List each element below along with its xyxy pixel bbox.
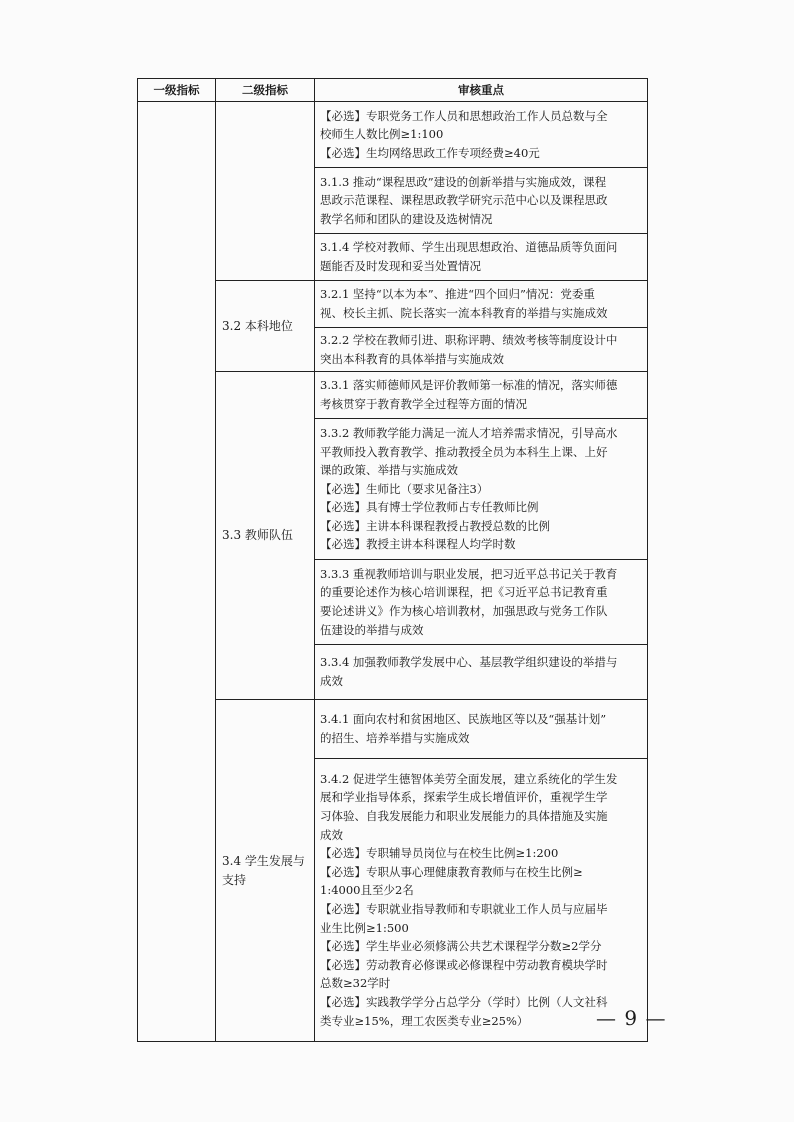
key-point-line: 3.2.1 坚持“以本为本”、推进“四个回归”情况：党委重 [320, 287, 595, 302]
key-point-cell [315, 759, 648, 1042]
key-point-line: 【必选】专职从事心理健康教育教师与在校生比例≥ [320, 864, 583, 879]
key-point-line: 3.1.3 推动“课程思政”建设的创新举措与实施成效，课程 [320, 174, 607, 189]
level1-cell [138, 102, 216, 1042]
key-point-line: 1:4000且至少2名 [320, 883, 414, 898]
key-point-line: 伍建设的举措与成效 [320, 622, 424, 637]
key-point-line: 【必选】专职辅导员岗位与在校生比例≥1:200 [320, 846, 559, 861]
key-point-line: 突出本科教育的具体举措与实施成效 [320, 351, 504, 366]
key-point-line: 校师生人数比例≥1:100 [320, 127, 444, 142]
key-point-line: 展和学业指导体系，探索学生成长增值评价，重视学生学 [320, 790, 608, 805]
key-point-cell [315, 645, 648, 700]
key-point-line: 【必选】专职就业指导教师和专职就业工作人员与应届毕 [320, 902, 608, 916]
key-point-line: 总数≥32学时 [320, 976, 391, 991]
key-point-line: 【必选】具有博士学位教师占专任教师比例 [320, 500, 539, 515]
key-point-line: 思政示范课程、课程思政教学研究示范中心以及课程思政 [320, 193, 608, 208]
key-point-line: 【必选】实践教学学分占总学分（学时）比例（人文社科 [320, 994, 608, 1009]
key-point-line: 3.3.2 教师教学能力满足一流人才培养需求情况，引导高水 [320, 425, 618, 440]
key-point-line: 考核贯穿于教育教学全过程等方面的情况 [320, 397, 527, 411]
key-point-line: 【必选】劳动教育必修课或必修课程中劳动教育模块学时 [320, 957, 608, 972]
key-point-cell [315, 700, 648, 759]
key-point-line: 【必选】专职党务工作人员和思想政治工作人员总数与全 [320, 108, 608, 123]
key-point-cell [315, 168, 648, 234]
level2-student-support [216, 700, 315, 1042]
key-point-line: 【必选】主讲本科课程教授占教授总数的比例 [320, 518, 550, 533]
header-level1: 一级指标 [138, 79, 216, 102]
page-number: — 9 — [596, 1006, 667, 1030]
audit-index-table [137, 78, 648, 1042]
key-point-line: 3.3.1 落实师德师风是评价教师第一标准的情况，落实师德 [320, 378, 618, 393]
level2-student-line2: 支持 [222, 872, 247, 887]
key-point-line: 的重要论述作为核心培训课程，把《习近平总书记教育重 [320, 585, 608, 600]
key-point-cell [315, 560, 648, 645]
level2-ideology-continued [216, 102, 315, 281]
key-point-line: 【必选】教授主讲本科课程人均学时数 [320, 537, 516, 552]
key-point-line: 成效 [320, 827, 343, 842]
key-point-line: 视、校长主抓、院长落实一流本科教育的举措与实施成效 [320, 306, 608, 320]
header-level2: 二级指标 [216, 79, 315, 102]
key-point-line: 【必选】生均网络思政工作专项经费≥40元 [320, 145, 540, 160]
key-point-line: 平教师投入教育教学、推动教授全员为本科生上课、上好 [320, 444, 608, 459]
key-point-cell [315, 281, 648, 328]
key-point-line: 题能否及时发现和妥当处置情况 [320, 259, 481, 273]
key-point-line: 【必选】生师比（要求见备注3） [320, 481, 489, 496]
key-point-cell [315, 419, 648, 560]
key-point-line: 类专业≥15%，理工农医类专业≥25%） [320, 1013, 529, 1028]
key-point-line: 【必选】学生毕业必须修满公共艺术课程学分数≥2学分 [320, 939, 602, 954]
key-point-line: 成效 [320, 674, 343, 688]
key-point-cell [315, 328, 648, 372]
key-point-line: 3.4.1 面向农村和贫困地区、民族地区等以及“强基计划” [320, 712, 607, 727]
key-point-line: 业生比例≥1:500 [320, 920, 409, 935]
key-point-cell [315, 372, 648, 419]
key-point-line: 习体验、自我发展能力和职业发展能力的具体措施及实施 [320, 809, 608, 824]
key-point-line: 要论述讲义》作为核心培训教材，加强思政与党务工作队 [320, 604, 608, 618]
level2-faculty: 3.3 教师队伍 [216, 372, 315, 700]
key-point-line: 3.1.4 学校对教师、学生出现思想政治、道德品质等负面问 [320, 240, 618, 255]
key-point-line: 3.3.3 重视教师培训与职业发展，把习近平总书记关于教育 [320, 566, 618, 581]
level2-undergrad-status: 3.2 本科地位 [216, 281, 315, 372]
table-row [138, 102, 648, 168]
key-point-line: 3.3.4 加强教师教学发展中心、基层教学组织建设的举措与 [320, 655, 618, 670]
key-point-line: 教学名师和团队的建设及选树情况 [320, 211, 493, 226]
header-key-points: 审核重点 [315, 79, 648, 102]
key-point-line: 3.4.2 促进学生德智体美劳全面发展，建立系统化的学生发 [320, 771, 618, 786]
key-point-cell [315, 234, 648, 281]
table-header-row [138, 79, 648, 102]
key-point-line: 的招生、培养举措与实施成效 [320, 731, 470, 745]
key-point-line: 3.2.2 学校在教师引进、职称评聘、绩效考核等制度设计中 [320, 332, 618, 347]
level2-student-line1: 3.4 学生发展与 [222, 853, 305, 868]
key-point-line: 课的政策、举措与实施成效 [320, 463, 458, 478]
key-point-cell [315, 102, 648, 168]
